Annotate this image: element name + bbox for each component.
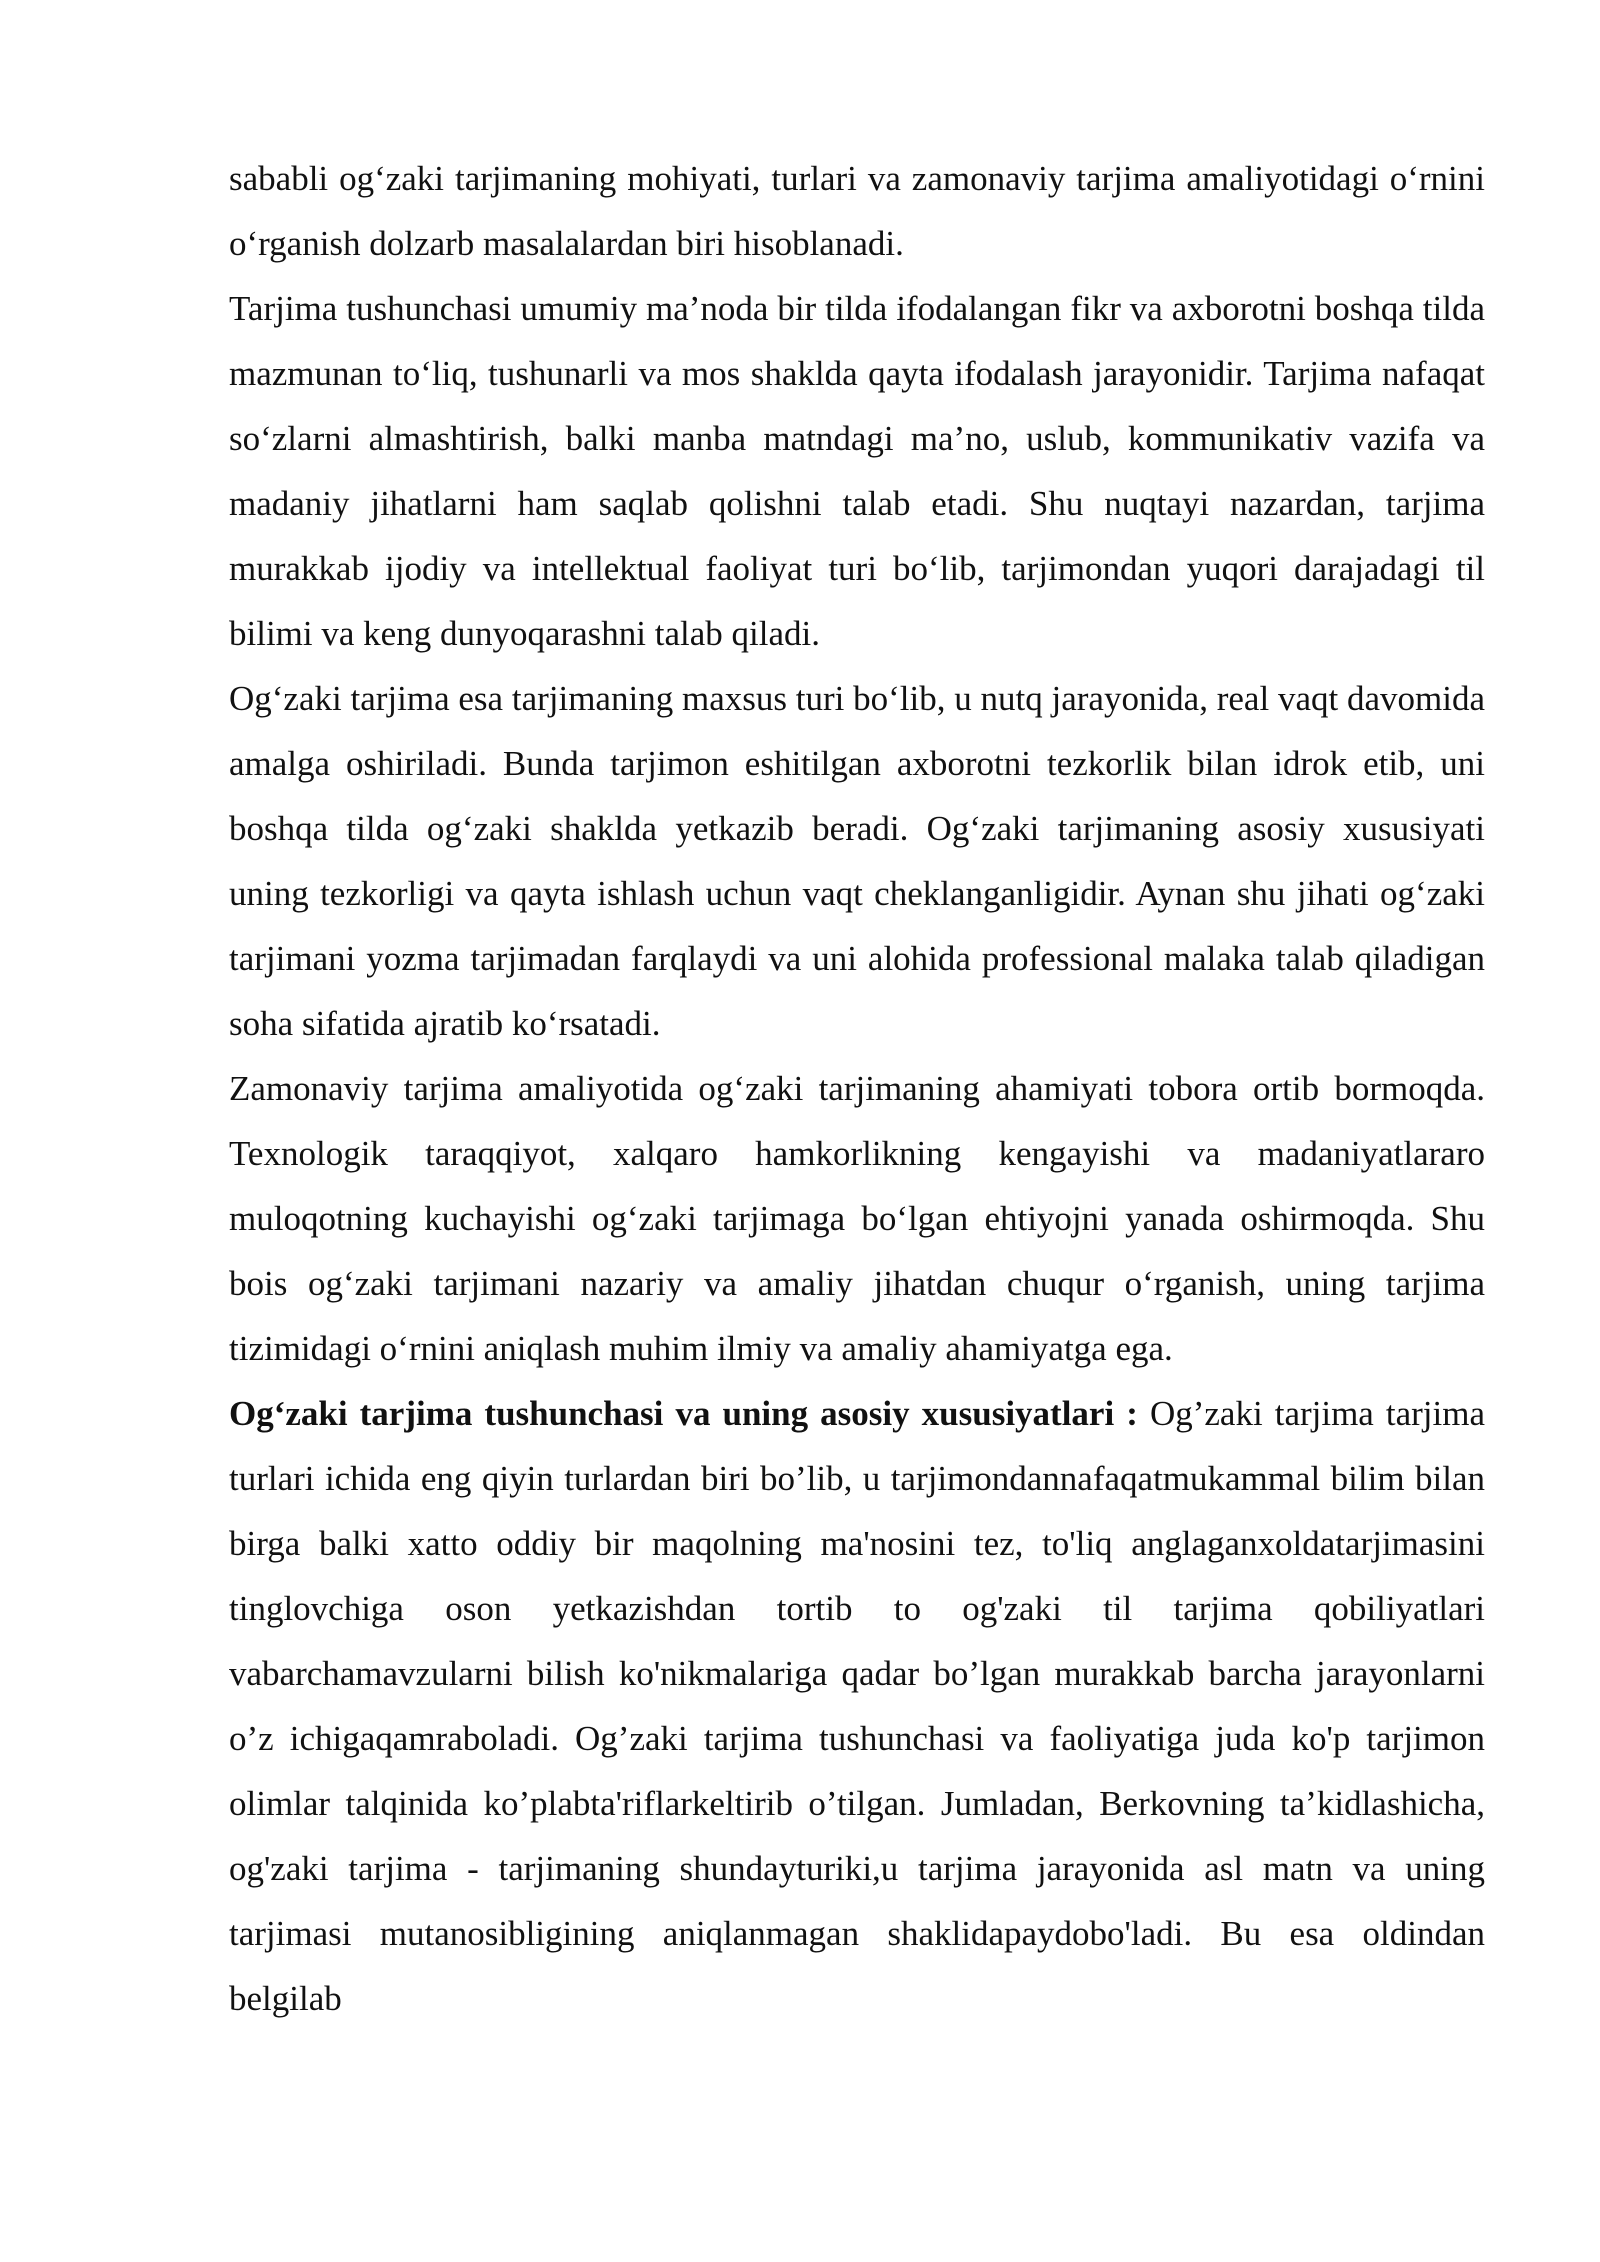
document-page bbox=[229, 146, 1485, 2031]
paragraph-2: Tarjima tushunchasi umumiy ma’noda bir tilda ifodalangan fikr va axborotni boshqa tilda mazmunan to‘liq, tushunarli va mos shaklda qayta ifodalash jarayonidir. Tarjima nafaqat so‘zlarni almashtirish, balki manba matndagi ma’no, uslub, kommunikativ vazifa va madaniy jihatlarni ham saqlab qolishni talab etadi. Shu nuqtayi nazardan, tarjima murakkab ijodiy va intellektual faoliyat turi bo‘lib, tarjimondan yuqori darajadagi til bilimi va keng dunyoqarashni talab qiladi. bbox=[229, 289, 1485, 653]
paragraph-4: Zamonaviy tarjima amaliyotida og‘zaki tarjimaning ahamiyati tobora ortib bormoqda. Texnologik taraqqiyot, xalqaro hamkorlikning kengayishi va madaniyatlararo muloqotning kuchayishi og‘zaki tarjimaga bo‘lgan ehtiyojni yanada oshirmoqda. Shu bois og‘zaki tarjimani nazariy va amaliy jihatdan chuqur o‘rganish, uning tarjima tizimidagi o‘rnini aniqlash muhim ilmiy va amaliy ahamiyatga ega. bbox=[229, 1069, 1485, 1368]
paragraph-5 bbox=[229, 1381, 1485, 2031]
paragraph-5-body: Og’zaki tarjima tarjima turlari ichida eng qiyin turlardan biri bo’lib, u tarjimondannafaqatmukammal bilim bilan birga balki xatto oddiy bir maqolning ma'nosini tez, to'liq anglaganxoldatarjimasini tinglovchiga oson yetkazishdan tortib to og'zaki til tarjima qobiliyatlari vabarchamavzularni bilish ko'nikmalariga qadar bo’lgan murakkab barcha jarayonlarni o’z ichigaqamraboladi. Og’zaki tarjima tushunchasi va faoliyatiga juda ko'p tarjimon olimlar talqinida ko’plabta'riflarkeltirib o’tilgan. Jumladan, Berkovning ta’kidlashicha, og'zaki tarjima - tarjimaning shundayturiki,u tarjima jarayonida asl matn va uning tarjimasi mutanosibligining aniqlanmagan shaklidapaydobo'ladi. Bu esa oldindan belgilab bbox=[229, 1394, 1486, 2018]
section-heading: Og‘zaki tarjima tushunchasi va uning asosiy xususiyatlari : bbox=[229, 1394, 1138, 1433]
paragraph-1: sababli og‘zaki tarjimaning mohiyati, turlari va zamonaviy tarjima amaliyotidagi o‘rnini o‘rganish dolzarb masalalardan biri hisoblanadi. bbox=[229, 159, 1485, 263]
paragraph-3: Og‘zaki tarjima esa tarjimaning maxsus turi bo‘lib, u nutq jarayonida, real vaqt davomida amalga oshiriladi. Bunda tarjimon eshitilgan axborotni tezkorlik bilan idrok etib, uni boshqa tilda og‘zaki shaklda yetkazib beradi. Og‘zaki tarjimaning asosiy xususiyati uning tezkorligi va qayta ishlash uchun vaqt cheklanganligidir. Aynan shu jihati og‘zaki tarjimani yozma tarjimadan farqlaydi va uni alohida professional malaka talab qiladigan soha sifatida ajratib ko‘rsatadi. bbox=[229, 679, 1485, 1043]
